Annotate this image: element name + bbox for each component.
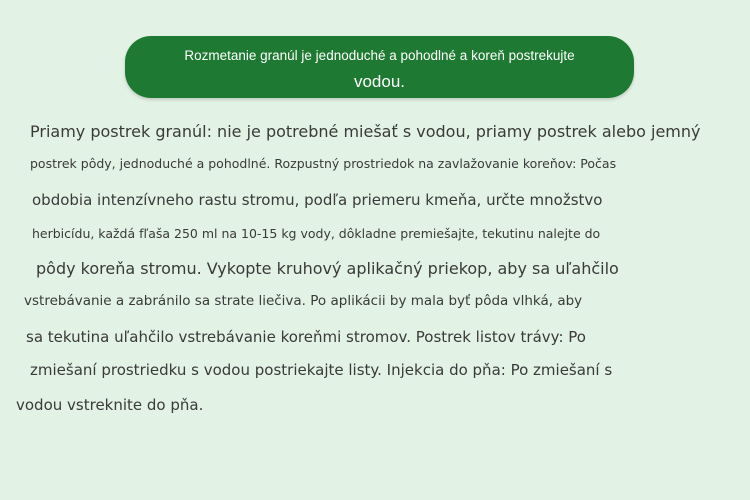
banner-line-1: Rozmetanie granúl je jednoduché a pohodlné a koreň postrekujte — [184, 48, 575, 63]
headline-banner — [125, 36, 634, 98]
banner-line-2: vodou. — [353, 72, 406, 91]
description-line: vodou vstreknite do pňa. — [16, 396, 204, 414]
description-line: herbicídu, každá fľaša 250 ml na 10-15 kg vody, dôkladne premiešajte, tekutinu nalejte do — [32, 226, 601, 241]
description-line: zmiešaní prostriedku s vodou postriekajte listy. Injekcia do pňa: Po zmiešaní s — [30, 361, 613, 379]
description-line: pôdy koreňa stromu. Vykopte kruhový aplikačný priekop, aby sa uľahčilo — [36, 259, 619, 278]
description-line: sa tekutina uľahčilo vstrebávanie koreňmi stromov. Postrek listov trávy: Po — [26, 328, 586, 346]
description-line: postrek pôdy, jednoduché a pohodlné. Rozpustný prostriedok na zavlažovanie koreňov: Počas — [30, 156, 617, 171]
description-line: vstrebávanie a zabránilo sa strate liečiva. Po aplikácii by mala byť pôda vlhká, aby — [24, 293, 583, 309]
description-line: Priamy postrek granúl: nie je potrebné miešať s vodou, priamy postrek alebo jemný — [30, 122, 701, 141]
description-line: obdobia intenzívneho rastu stromu, podľa priemeru kmeňa, určte množstvo — [32, 191, 603, 209]
